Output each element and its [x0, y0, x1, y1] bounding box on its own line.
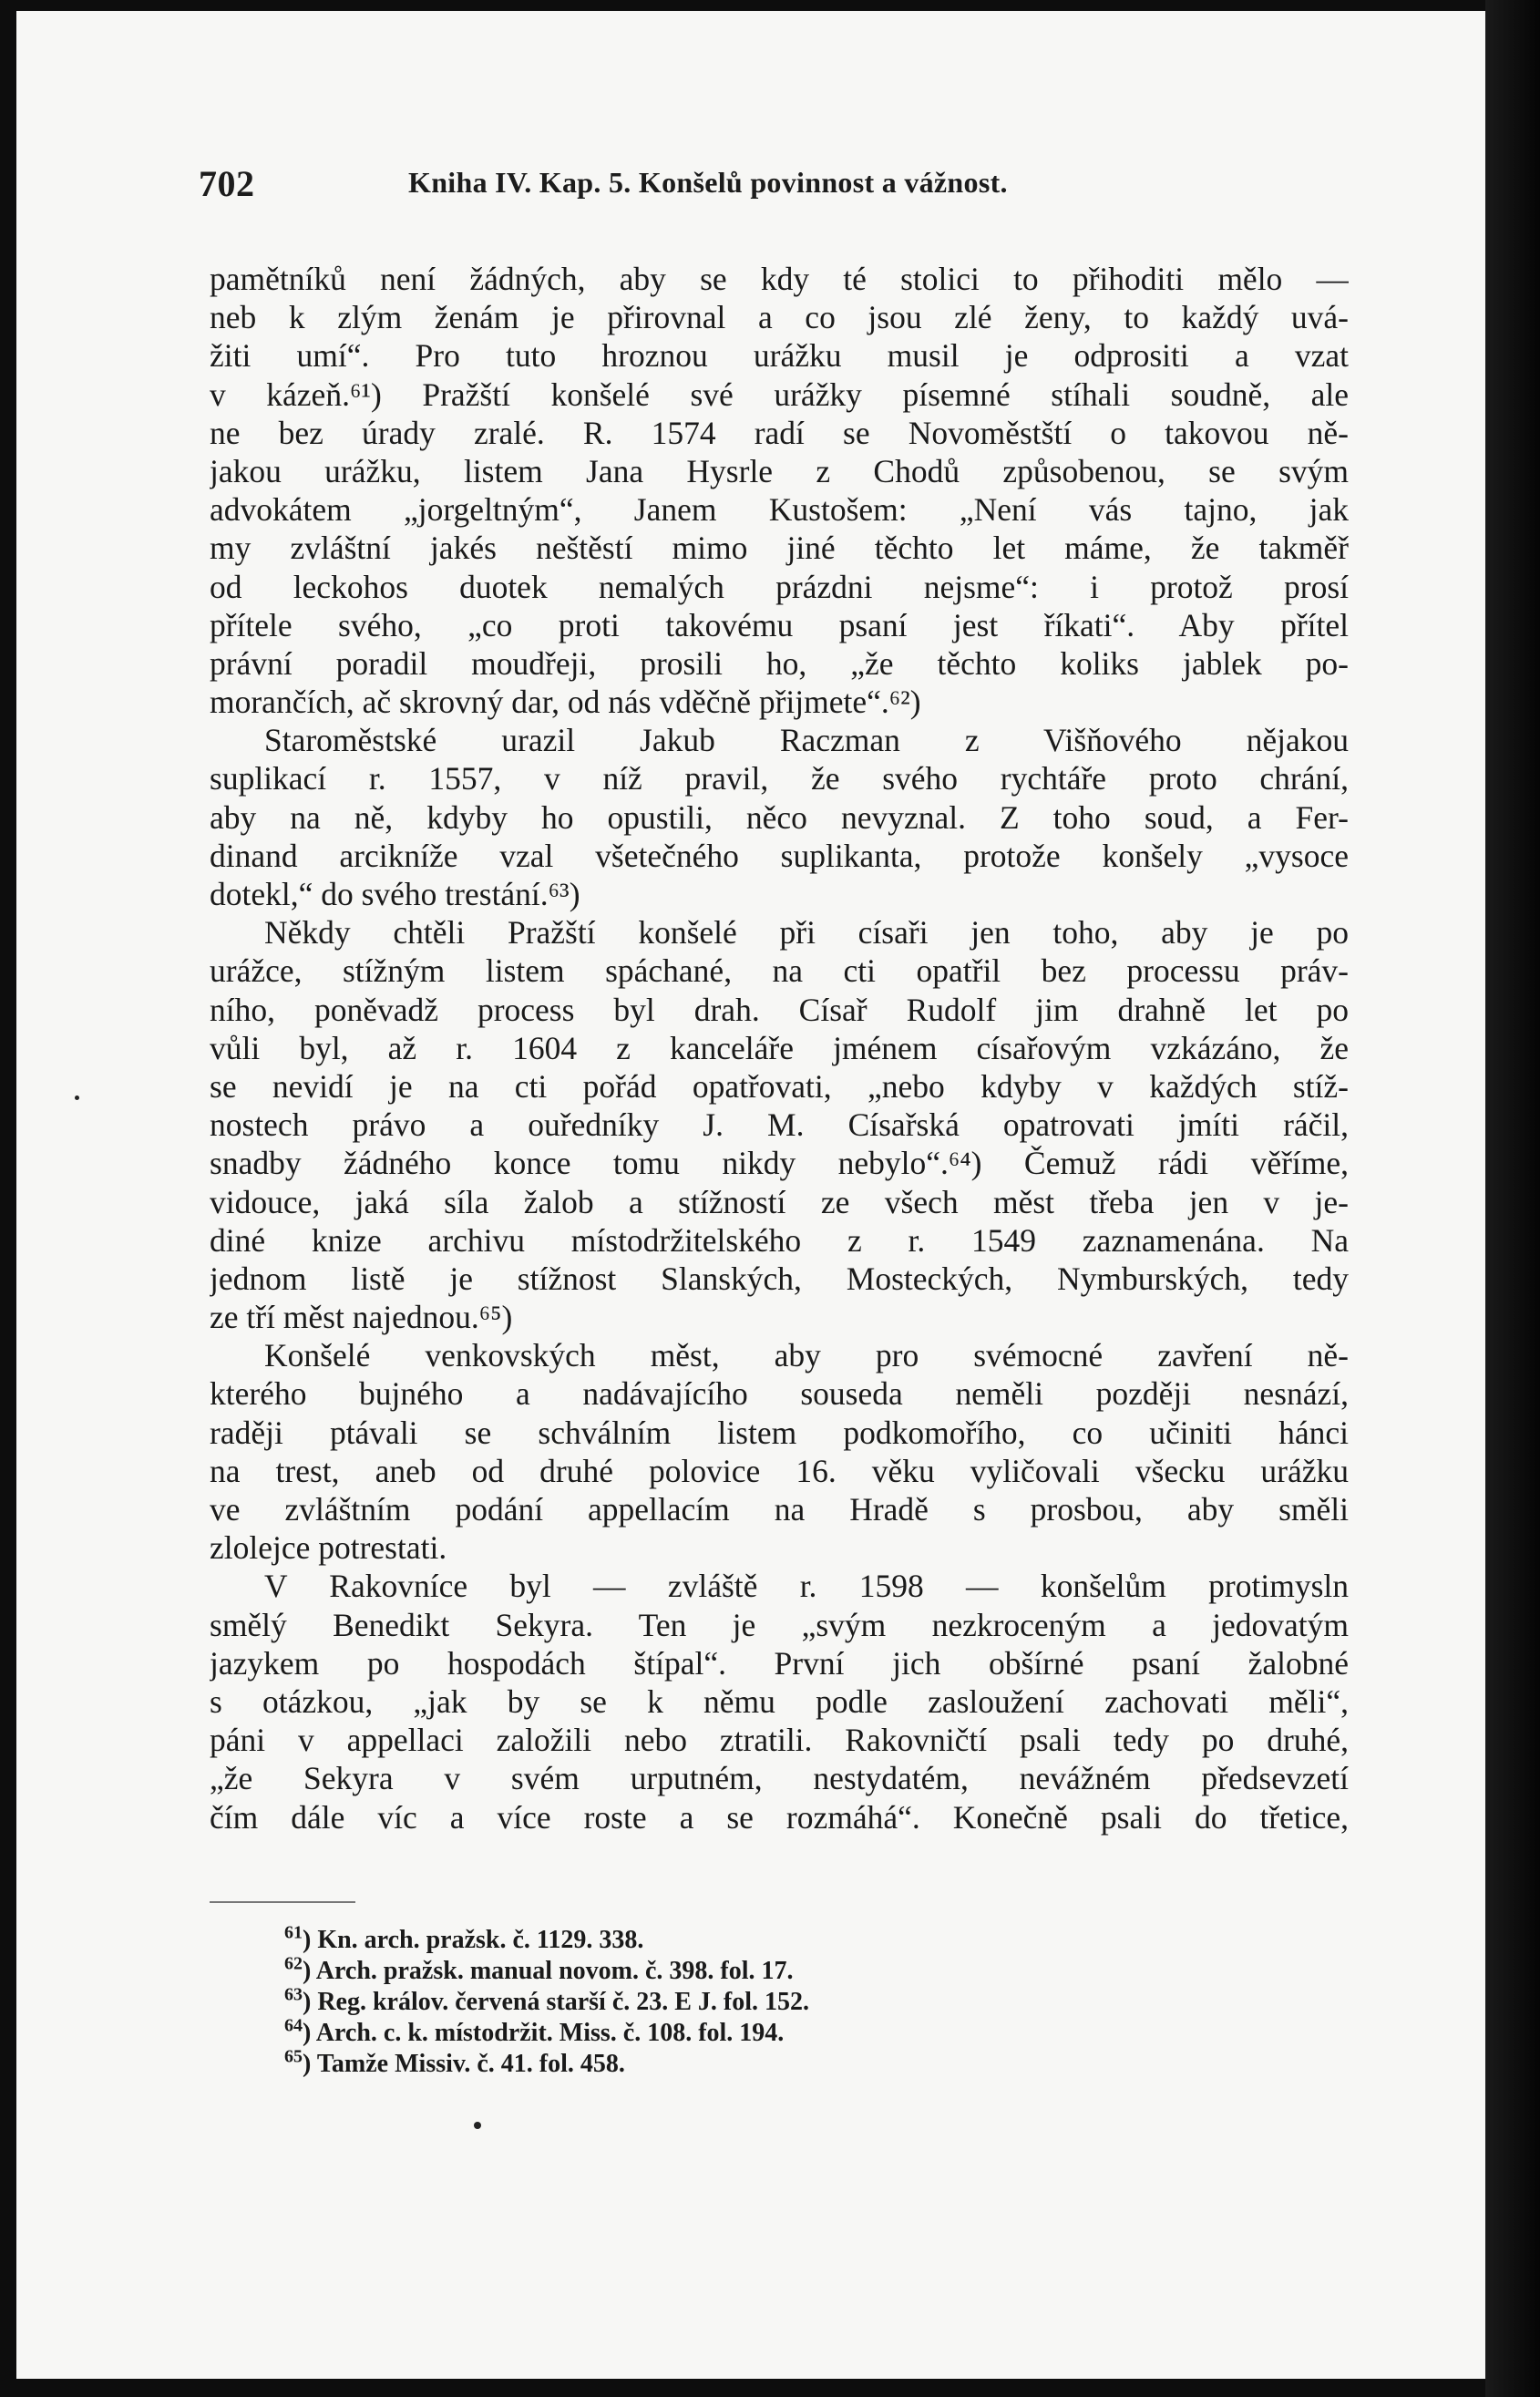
text-line: Staroměstské urazil Jakub Raczman z Višňového nějakou — [264, 722, 1349, 759]
text-line: ze tří měst najednou.⁶⁵) — [210, 1299, 513, 1336]
text-line: V Rakovníce byl — zvláště r. 1598 — konšelům protimysln — [264, 1568, 1349, 1605]
text-line: ve zvláštním podání appellacím na Hradě s prosbou, aby směli — [210, 1491, 1349, 1528]
text-line: páni v appellaci založili nebo ztratili. Rakovničtí psali tedy po druhé, — [210, 1722, 1349, 1759]
footnote: $^{64}$) Arch. c. k. místodržit. Miss. č. 108. fol. 194. — [284, 2015, 785, 2047]
footnote-text: Reg. králov. červená starší č. 23. E J. fol. 152. — [317, 1988, 810, 2016]
footnote-mark: 65 — [284, 2046, 303, 2067]
text-line: přítele svého, „co proti takovému psaní jest říkati“. Aby přítel — [210, 606, 1349, 643]
footnote-divider — [210, 1901, 355, 1903]
text-line: vidouce, jaká síla žalob a stížností ze všech měst třeba jen v je- — [210, 1183, 1349, 1220]
text-line: nostech právo a ouředníky J. M. Císařská opatrovati jmíti ráčil, — [210, 1106, 1349, 1144]
text-line: v kázeň.⁶¹) Pražští konšelé své urážky písemné stíhali soudně, ale — [210, 375, 1349, 413]
text-line: „že Sekyra v svém urputném, nestydatém, nevážném předsevzetí — [210, 1760, 1349, 1797]
body-text — [210, 260, 1349, 1836]
footnote: $^{61}$) Kn. arch. pražsk. č. 1129. 338. — [284, 1922, 644, 1954]
text-line: zlolejce potrestati. — [210, 1529, 447, 1567]
text-line: smělý Benedikt Sekyra. Ten je „svým nezkroceným a jedovatým — [210, 1606, 1349, 1643]
page-header — [199, 162, 1347, 208]
text-line: právní poradil moudřeji, prosili ho, „že těchto koliks jablek po- — [210, 644, 1349, 682]
footnote-text: Kn. arch. pražsk. č. 1129. 338. — [317, 1926, 644, 1954]
text-line: advokátem „jorgeltným“, Janem Kustošem: „Není vás tajno, jak — [210, 491, 1349, 529]
text-line: urážce, stížným listem spáchané, na cti opatřil bez processu práv- — [210, 952, 1349, 990]
scan-border — [1485, 0, 1540, 2397]
scan-speck — [75, 1096, 79, 1100]
text-line: od leckohos duotek nemalých prázdni nejsme“: i protož prosí — [210, 568, 1349, 605]
footnote-text: Tamže Missiv. č. 41. fol. 458. — [316, 2050, 625, 2078]
text-line: raději ptávali se schválním listem podkomořího, co učiniti hánci — [210, 1414, 1349, 1451]
footnote-mark: 62 — [284, 1953, 303, 1974]
text-line: suplikací r. 1557, v níž pravil, že svého rychtáře proto chrání, — [210, 760, 1349, 797]
text-line: Někdy chtěli Pražští konšelé při císaři jen toho, aby je po — [264, 914, 1349, 952]
text-line: jazykem po hospodách štípal“. První jich obšírné psaní žalobné — [210, 1644, 1349, 1682]
text-line: pamětníků není žádných, aby se kdy té stolici to přihoditi mělo — — [210, 261, 1349, 297]
text-line: neb k zlým ženám je přirovnal a co jsou zlé ženy, to každý uvá- — [210, 299, 1349, 336]
page-number: 702 — [199, 163, 255, 204]
footnote: $^{63}$) Reg. králov. červená starší č. 23. E J. fol. 152. — [284, 1984, 810, 2016]
footnote-mark: 61 — [284, 1922, 303, 1943]
text-line: jednom listě je stížnost Slanských, Mosteckých, Nymburských, tedy — [210, 1260, 1349, 1297]
footnote-text: Arch. pražsk. manual novom. č. 398. fol. 17. — [315, 1957, 794, 1985]
text-line: aby na ně, kdyby ho opustili, něco nevyznal. Z toho soud, a Fer- — [210, 798, 1349, 836]
footnotes — [284, 1922, 1104, 2080]
text-line: dinand arcikníže vzal všetečného suplikanta, protože konšely „vysoce — [210, 837, 1349, 874]
text-line: kterého bujného a nadávajícího souseda neměli později nesnází, — [210, 1375, 1349, 1413]
text-line: čím dále víc a více roste a se rozmáhá“. Konečně psali do třetice, — [210, 1798, 1349, 1836]
text-line: vůli byl, až r. 1604 z kanceláře jménem císařovým vzkázáno, že — [210, 1029, 1349, 1066]
footnote-mark: 63 — [284, 1984, 303, 2005]
text-line: na trest, aneb od druhé polovice 16. věku vyličovali všecku urážku — [210, 1452, 1349, 1489]
text-line: ne bez úrady zralé. R. 1574 radí se Novoměstští o takovou ně- — [210, 414, 1349, 451]
text-line: žiti umí“. Pro tuto hroznou urážku musil je odprositi a vzat — [210, 337, 1349, 375]
text-line: my zvláštní jakés neštěstí mimo jiné těchto let máme, že takměř — [210, 530, 1349, 567]
text-line: diné knize archivu místodržitelského z r. 1549 zaznamenána. Na — [210, 1221, 1349, 1259]
text-line: Konšelé venkovských měst, aby pro svémocné zavření ně- — [264, 1337, 1349, 1374]
text-line: jakou urážku, listem Jana Hysrle z Chodů způsobenou, se svým — [210, 452, 1349, 489]
footnote-text: Arch. c. k. místodržit. Miss. č. 108. fol. 194. — [315, 2019, 785, 2047]
text-line: s otázkou, „jak by se k němu podle zasloužení zachovati měli“, — [210, 1682, 1349, 1720]
text-line: ního, poněvadž process byl drah. Císař Rudolf jim drahně let po — [210, 991, 1349, 1028]
text-line: dotekl,“ do svého trestání.⁶³) — [210, 876, 580, 912]
text-line: morančích, ač skrovný dar, od nás vděčně přijmete“.⁶²) — [210, 684, 921, 721]
footnote: $^{62}$) Arch. pražsk. manual novom. č. 398. fol. 17. — [284, 1953, 794, 1985]
running-head: Kniha IV. Kap. 5. Konšelů povinnost a vážnost. — [408, 166, 1008, 199]
scan-speck — [474, 2122, 481, 2129]
text-line: se nevidí je na cti pořád opatřovati, „nebo kdyby v každých stíž- — [210, 1067, 1349, 1105]
footnote-mark: 64 — [284, 2015, 303, 2036]
footnote: $^{65}$) Tamže Missiv. č. 41. fol. 458. — [284, 2046, 625, 2078]
text-line: snadby žádného konce tomu nikdy nebylo“.⁶⁴) Čemuž rádi věříme, — [210, 1145, 1349, 1182]
